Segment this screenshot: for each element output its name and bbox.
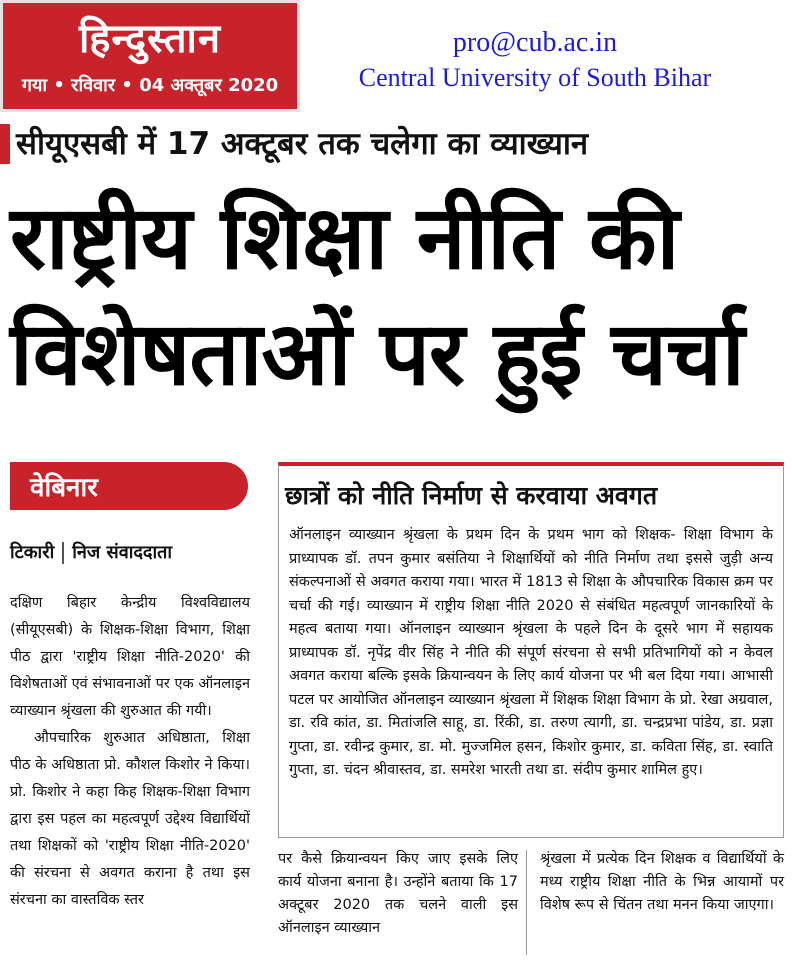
main-headline-line-1: राष्ट्रीय शिक्षा नीति की — [10, 186, 679, 289]
byline — [10, 540, 172, 564]
article-paragraph: दक्षिण बिहार केन्द्रीय विश्वविद्यालय (सीयूएसबी) के शिक्षक-शिक्षा विभाग, शिक्षा पीठ द्वारा 'राष्ट्रीय शिक्षा नीति-2020' की विशेषताओं एवं संभावनाओं पर एक ऑनलाइन व्याख्यान श्रृंखला की शुरुआत की गयी। — [10, 595, 250, 719]
newspaper-masthead — [0, 0, 300, 112]
kicker-headline: सीयूएसबी में 17 अक्टूबर तक चलेगा का व्याख्यान — [16, 126, 589, 162]
kicker-accent-bar — [0, 124, 10, 164]
box-title: छात्रों को नीति निर्माण से करवाया अवगत — [285, 481, 658, 510]
section-tag-label: वेबिनार — [30, 473, 98, 503]
main-headline-line-2: विशेषताओं पर हुई चर्चा — [10, 302, 744, 405]
edition-dateline: गया • रविवार • 04 अक्तूबर 2020 — [21, 75, 279, 96]
article-middle-column: पर कैसे क्रियान्वयन किए जाए इसके लिए कार्य योजना बनाना है। उन्होंने बताया कि 17 अक्टूबर 2020 तक चलने वाली इस ऑनलाइन व्याख्यान — [278, 851, 518, 936]
column-divider — [526, 850, 527, 955]
contact-block — [320, 26, 750, 96]
byline-place: टिकारी — [10, 542, 55, 563]
byline-divider — [62, 542, 64, 564]
contact-email: pro@cub.ac.in — [452, 27, 618, 58]
article-left-column — [10, 590, 250, 914]
article-right-column: श्रृंखला में प्रत्येक दिन शिक्षक व विद्यार्थियों के मध्य राष्ट्रीय शिक्षा नीति के भिन्न आयामों पर विशेष रूप से चिंतन तथा मनन किया जाएगा। — [540, 851, 784, 913]
byline-reporter: निज संवाददाता — [72, 542, 173, 563]
section-tag — [10, 462, 248, 510]
university-name: Central University of South Bihar — [358, 63, 712, 92]
box-body: ऑनलाइन व्याख्यान श्रृंखला के प्रथम दिन के प्रथम भाग को शिक्षक- शिक्षा विभाग के प्राध्यापक डॉ. तपन कुमार बसंतिया ने शिक्षार्थियों को नीति निर्माण तथा इससे जुड़ी अन्य संकल्पनाओं से अवगत कराया गया। भारत में 1813 से शिक्षा के औपचारिक विकास क्रम पर चर्चा की गई। व्याख्यान में राष्ट्रीय शिक्षा नीति 2020 से संबंधित महत्वपूर्ण जानकारियों के महत्व बताया गया। ऑनलाइन व्याख्यान श्रृंखला के पहले दिन के दूसरे भाग में सहायक प्राध्यापक डॉ. नृपेंद्र वीर सिंह ने नीति की संपूर्ण संरचना से सभी प्रतिभागियों को न केवल अवगत कराया बल्कि इसके क्रियान्वयन के लिए कार्य योजना पर भी बल दिया गया। आभासी पटल पर आयोजित ऑनलाइन व्याख्यान श्रृंखला में शिक्षक शिक्षा विभाग के प्रो. रेखा अग्रवाल, डा. रवि कांत, डा. मितांजलि साहू, डा. रिंकी, डा. तरुण त्यागी, डा. चन्द्रप्रभा पांडेय, डा. प्रज्ञा गुप्ता, डा. रवीन्द्र कुमार, डा. मो. मुज्जमिल हसन, किशोर कुमार, डा. कविता सिंह, डा. स्वाति गुप्ता, डा. चंदन श्रीवास्तव, डा. समरेश भारती तथा डा. संदीप कुमार शामिल हुए। — [289, 527, 773, 778]
article-paragraph: औपचारिक शुरुआत अधिष्ठाता, शिक्षा पीठ के अधिष्ठाता प्रो. कौशल किशोर ने किया। प्रो. किशोर ने कहा किह शिक्षक-शिक्षा विभाग द्वारा इस पहल का महत्वपूर्ण उद्देश्य विद्यार्थियों तथा शिक्षकों को 'राष्ट्रीय शिक्षा नीति-2020' की संरचना से अवगत कराना है तथा इस संरचना का वास्तविक स्तर — [10, 730, 250, 908]
newspaper-name: हिन्दुस्तान — [78, 15, 222, 62]
highlight-box — [278, 462, 784, 838]
